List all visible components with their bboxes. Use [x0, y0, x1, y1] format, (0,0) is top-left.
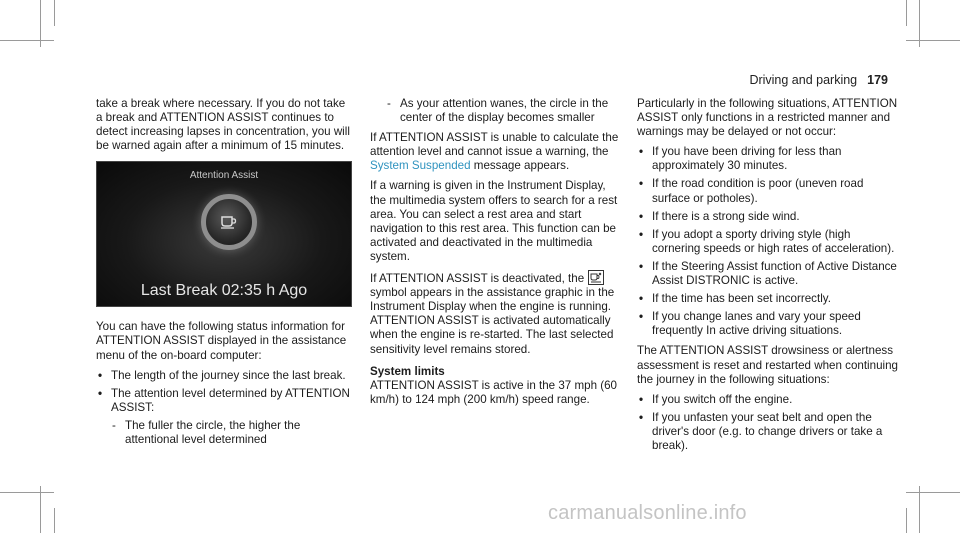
- restricted-intro: Particularly in the following situations, ATTENTION ASSIST only functions in a restricted manner and warnings may be delayed or not occur:: [637, 97, 898, 139]
- crop-mark: [0, 492, 54, 493]
- list-item: • The length of the journey since the last break.: [96, 369, 354, 383]
- status-intro: You can have the following status information for ATTENTION ASSIST displayed in the assistance menu of the on-board computer:: [96, 320, 347, 362]
- section-title: Driving and parking: [749, 73, 858, 87]
- system-suspended-message: System Suspended: [370, 159, 471, 173]
- intro-paragraph: take a break where necessary. If you do not take a break and ATTENTION ASSIST continues to detect increasing lapses in concentration, you will be warned again after a minimum of 15 minutes.: [96, 97, 350, 153]
- last-break-text: Last Break 02:35 h Ago: [140, 282, 308, 300]
- list-item: • If you have been driving for less than approximately 30 minutes.: [637, 145, 899, 173]
- list-item: • If there is a strong side wind.: [637, 210, 899, 224]
- crop-mark: [906, 0, 907, 26]
- attention-assist-off-icon: [588, 270, 604, 285]
- page-header: [749, 73, 888, 87]
- list-item: • If you change lanes and vary your speed frequently In active driving situations.: [637, 310, 899, 338]
- coffee-cup-icon: [220, 214, 237, 229]
- suspended-paragraph: If ATTENTION ASSIST is unable to calculate the attention level and cannot issue a warning, the System Suspended message appears.: [370, 131, 619, 173]
- crop-mark: [906, 508, 907, 533]
- list-item: • If you adopt a sporty driving style (high cornering speeds or high rates of acceleration).: [637, 228, 899, 256]
- crop-mark: [919, 486, 920, 533]
- list-item: • If you unfasten your seat belt and open the driver's door (e.g. to change drivers or take a break).: [637, 411, 899, 453]
- list-item: - The fuller the circle, the higher the attentional level determined: [111, 419, 354, 447]
- watermark: carmanualsonline.info: [548, 502, 747, 524]
- list-item: • If the time has been set incorrectly.: [637, 292, 899, 306]
- column-right: [637, 97, 899, 459]
- figure-title: Attention Assist: [189, 170, 259, 182]
- reset-paragraph: The ATTENTION ASSIST drowsiness or alertness assessment is reset and restarted when continuing the journey in the following situations:: [637, 344, 899, 386]
- column-middle: [370, 97, 622, 413]
- page-number: 179: [867, 73, 888, 87]
- rest-area-paragraph: If a warning is given in the Instrument Display, the multimedia system offers to search for a rest area. You can select a rest area and start navigation to this rest area. This function can be activated and deactivated in the multimedia system.: [370, 179, 618, 263]
- crop-mark: [40, 486, 41, 533]
- reset-list: [637, 393, 899, 453]
- crop-mark: [906, 40, 960, 41]
- crop-mark: [54, 0, 55, 26]
- sub-list: [111, 419, 354, 447]
- deactivated-paragraph: If ATTENTION ASSIST is deactivated, the symbol appears in the assistance graphic in the Instrument Display when the engine is running. ATTENTION ASSIST is activated automatically when the engine is re-started. The last selected sensitivity level remains stored.: [370, 272, 615, 356]
- crop-mark: [906, 492, 960, 493]
- list-item: • The attention level determined by ATTENTION ASSIST: - The fuller the circle, the higher the attentional level determined: [96, 387, 354, 447]
- column-left: [96, 97, 354, 453]
- status-list: [96, 369, 354, 447]
- list-item: • If the Steering Assist function of Active Distance Assist DISTRONIC is active.: [637, 260, 899, 288]
- restriction-list: [637, 145, 899, 338]
- attention-assist-display-figure: [96, 161, 352, 307]
- limits-paragraph: ATTENTION ASSIST is active in the 37 mph (60 km/h) to 124 mph (200 km/h) speed range.: [370, 378, 617, 406]
- crop-mark: [54, 508, 55, 533]
- crop-mark: [0, 40, 54, 41]
- list-item: • If the road condition is poor (uneven road surface or potholes).: [637, 177, 899, 205]
- list-item: - As your attention wanes, the circle in the center of the display becomes smaller: [386, 97, 622, 125]
- section-heading: System limits: [370, 364, 445, 378]
- attention-level-ring: [201, 194, 257, 250]
- list-item: • If you switch off the engine.: [637, 393, 899, 407]
- sub-list: [370, 97, 622, 125]
